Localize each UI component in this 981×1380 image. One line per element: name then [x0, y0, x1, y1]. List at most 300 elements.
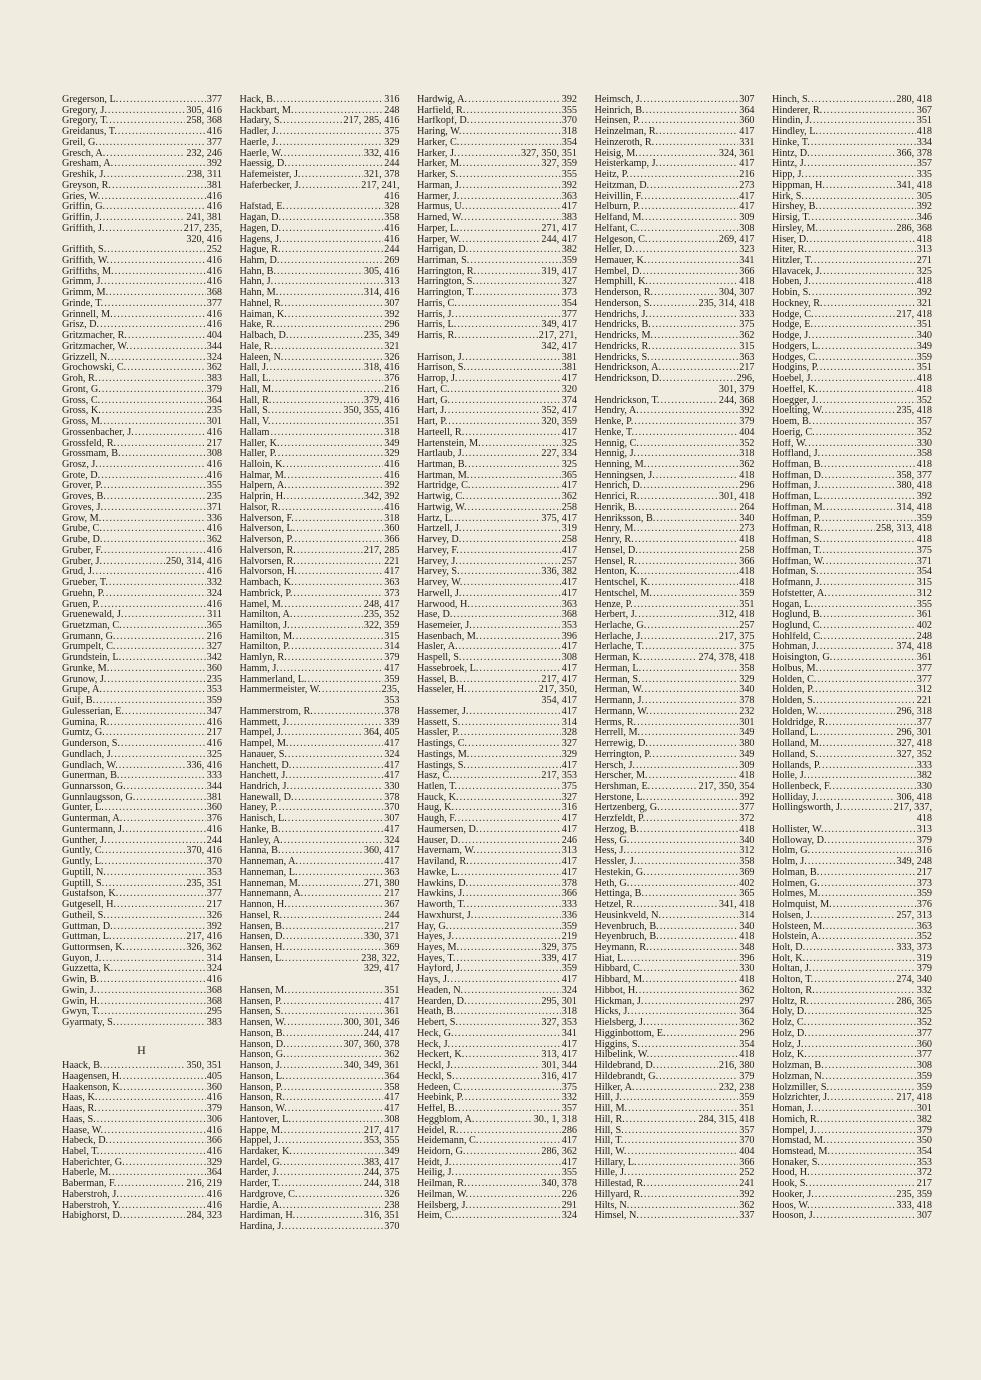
entry-pages: 235 — [206, 492, 222, 503]
entry-pages: 341 — [739, 256, 755, 267]
dot-leader — [654, 288, 718, 299]
dot-leader — [805, 192, 916, 203]
dot-leader — [816, 986, 916, 997]
index-entry — [62, 535, 222, 546]
entry-name: Hanchett, D. — [239, 760, 292, 771]
index-entry — [772, 621, 932, 632]
index-entry — [62, 557, 222, 568]
dot-leader — [295, 535, 384, 546]
entry-pages: 306 — [206, 1114, 222, 1125]
entry-pages: 316, 351 — [363, 1211, 400, 1222]
entry-name: Herlache, T. — [594, 642, 645, 653]
index-entry — [240, 922, 400, 933]
index-entry — [772, 846, 932, 857]
entry-name: Hambrick, P. — [239, 588, 293, 599]
dot-leader — [270, 363, 363, 374]
entry-name: Holy, D. — [772, 1007, 807, 1018]
dot-leader — [458, 1104, 560, 1115]
dot-leader — [107, 868, 206, 879]
index-entry-continuation: 353 — [384, 696, 400, 707]
index-entry — [595, 267, 755, 278]
entry-name: Hasseler, H. — [417, 685, 467, 696]
entry-name: Helburn, P. — [594, 202, 641, 213]
dot-leader — [286, 1072, 384, 1083]
entry-name: Herms, R. — [594, 717, 637, 728]
entry-pages: 324 — [384, 749, 400, 760]
dot-leader — [271, 428, 384, 439]
entry-pages: 307 — [384, 298, 400, 309]
dot-leader — [811, 1201, 896, 1212]
dot-leader — [639, 546, 738, 557]
entry-pages: 352 — [916, 395, 932, 406]
entry-pages: 417 — [384, 824, 400, 835]
entry-name: Holland, M. — [772, 739, 822, 750]
entry-pages: 320, 359 — [541, 417, 577, 428]
dot-leader — [299, 868, 384, 879]
index-entry-continuation: 301, 379 — [718, 384, 755, 395]
entry-name: Holden, W. — [772, 706, 819, 717]
entry-name: Groves, J. — [62, 502, 104, 513]
index-entry — [417, 449, 577, 460]
entry-pages: 349 — [384, 1146, 400, 1157]
index-entry — [62, 857, 222, 868]
index-entry — [772, 1136, 932, 1147]
dot-leader — [464, 213, 561, 224]
dot-leader — [101, 471, 206, 482]
entry-name: Griffin, J. — [62, 213, 102, 224]
dot-leader — [662, 363, 738, 374]
entry-pages: 316 — [384, 95, 400, 105]
entry-pages: 418 — [916, 384, 932, 395]
entry-pages: 392 — [916, 288, 932, 299]
dot-leader — [807, 771, 915, 782]
dot-leader — [302, 181, 360, 192]
index-entry — [417, 954, 577, 965]
entry-pages: 416 — [206, 277, 222, 288]
entry-pages: 238, 322, — [361, 953, 400, 964]
entry-name: Hahn, M. — [239, 288, 279, 299]
entry-name: Herman, W. — [594, 685, 644, 696]
dot-leader — [460, 793, 561, 804]
dot-leader — [656, 1061, 718, 1072]
entry-pages: 250, 314, 416 — [165, 556, 222, 567]
index-entry — [772, 911, 932, 922]
entry-name: Gundlach, W. — [62, 760, 118, 771]
dot-leader — [469, 1190, 561, 1201]
index-entry — [240, 213, 400, 224]
dot-leader — [470, 471, 560, 482]
dot-leader — [122, 653, 206, 664]
entry-pages: 258 — [561, 535, 577, 546]
dot-leader — [479, 825, 560, 836]
index-entry — [772, 986, 932, 997]
index-entry — [62, 1072, 222, 1083]
index-entry — [240, 803, 400, 814]
entry-name: Harker, C. — [417, 137, 460, 148]
index-entry — [772, 632, 932, 643]
dot-leader — [126, 943, 185, 954]
dot-leader — [647, 868, 739, 879]
index-entry — [240, 288, 400, 299]
entry-pages: 217 — [206, 728, 222, 739]
entry-name: Haiman, K. — [239, 309, 287, 320]
entry-name: Herzog, B. — [594, 824, 639, 835]
entry-name: Hodge, E. — [772, 320, 814, 331]
entry-name: Hanson, J. — [239, 1061, 283, 1072]
entry-name: Hooson, J. — [772, 1211, 816, 1222]
entry-pages: 314 — [561, 717, 577, 728]
index-entry — [417, 439, 577, 450]
entry-name: Headen, N. — [417, 985, 464, 996]
index-entry — [417, 116, 577, 127]
index-entry — [240, 943, 400, 954]
entry-pages: 417 — [561, 427, 577, 438]
index-entry — [62, 911, 222, 922]
dot-leader — [652, 320, 738, 331]
entry-pages: 378 — [384, 792, 400, 803]
index-entry — [772, 428, 932, 439]
index-entry — [62, 288, 222, 299]
entry-pages: 362 — [739, 1200, 755, 1211]
dot-leader — [814, 600, 916, 611]
dot-leader — [285, 1222, 383, 1233]
entry-name: Hardgrove, C. — [239, 1189, 298, 1200]
dot-leader — [112, 1168, 206, 1179]
entry-pages: 418 — [916, 234, 932, 245]
entry-pages: 383 — [206, 1018, 222, 1029]
entry-name: Herstone, L. — [594, 792, 646, 803]
entry-name: Henke, P. — [594, 417, 634, 428]
entry-name: Hart, C. — [417, 384, 450, 395]
index-entry — [417, 170, 577, 181]
entry-pages: 333 — [561, 900, 577, 911]
entry-pages: 319 — [916, 953, 932, 964]
dot-leader — [292, 761, 383, 772]
index-entry — [240, 385, 400, 396]
index-entry — [240, 1190, 400, 1201]
entry-name: Harrington, S. — [417, 277, 476, 288]
dot-leader — [109, 288, 206, 299]
entry-name: Hanson, G. — [239, 1050, 286, 1061]
dot-leader — [280, 256, 383, 267]
index-entry — [772, 728, 932, 739]
entry-pages: 392 — [739, 1189, 755, 1200]
dot-leader — [281, 439, 384, 450]
entry-name: Haberle, M. — [62, 1168, 111, 1179]
entry-name: Harfield, R. — [417, 105, 466, 116]
index-entry — [595, 889, 755, 900]
entry-pages: 416 — [384, 470, 400, 481]
entry-name: Hanna, B. — [239, 846, 281, 857]
entry-name: Hague, R. — [239, 245, 281, 256]
index-entry — [595, 836, 755, 847]
dot-leader — [281, 1179, 363, 1190]
dot-leader — [288, 481, 383, 492]
entry-pages: 360 — [916, 1039, 932, 1050]
entry-name: Holmquist, M. — [772, 900, 832, 911]
entry-name: Hayford, J. — [417, 964, 463, 975]
dot-leader — [821, 342, 915, 353]
dot-leader — [823, 578, 916, 589]
dot-leader — [277, 267, 363, 278]
entry-name: Holden, S. — [772, 696, 816, 707]
dot-leader — [453, 610, 560, 621]
entry-name: Herrewig, D. — [594, 739, 648, 750]
dot-leader — [117, 439, 206, 450]
entry-pages: 238, 311 — [186, 170, 222, 181]
index-entry — [62, 181, 222, 192]
entry-name: Hillyard, R. — [594, 1189, 643, 1200]
entry-name: Hilker, A. — [594, 1082, 635, 1093]
entry-name: Hart, G. — [417, 395, 451, 406]
dot-leader — [815, 685, 916, 696]
dot-leader — [479, 632, 560, 643]
dot-leader — [459, 1018, 540, 1029]
entry-pages: 417 — [561, 975, 577, 986]
entry-pages: 358, 377 — [896, 470, 932, 481]
entry-name: Heinsen, P. — [594, 116, 641, 127]
index-entry — [240, 417, 400, 428]
entry-name: Gumina, R. — [62, 717, 110, 728]
entry-pages: 357 — [916, 159, 932, 170]
entry-pages: 392 — [384, 481, 400, 492]
dot-leader — [807, 159, 915, 170]
entry-name: Hartman, B. — [417, 459, 468, 470]
entry-pages: 327, 353 — [541, 1018, 577, 1029]
index-entry — [772, 782, 932, 793]
dot-leader — [810, 235, 916, 246]
index-entry — [772, 492, 932, 503]
index-entry — [595, 739, 755, 750]
entry-pages: 301 — [206, 417, 222, 428]
entry-name: Holzman, N. — [772, 1071, 825, 1082]
entry-name: Hadary, S. — [239, 116, 283, 127]
index-entry — [417, 868, 577, 879]
index-entry — [772, 750, 932, 761]
index-entry — [417, 1029, 577, 1040]
index-entry — [417, 1147, 577, 1158]
dot-leader — [651, 578, 738, 589]
dot-leader — [468, 460, 561, 471]
dot-leader — [104, 503, 206, 514]
entry-name: Hadler, J. — [239, 127, 279, 138]
dot-leader — [662, 911, 738, 922]
index-entry — [417, 1168, 577, 1179]
index-entry — [417, 492, 577, 503]
entry-name: Hoglund, C. — [772, 620, 823, 631]
index-entry — [595, 943, 755, 954]
entry-name: Halvorson, H. — [239, 567, 297, 578]
entry-name: Hoem, B. — [772, 417, 812, 428]
entry-name: Holle, J. — [772, 771, 807, 782]
entry-name: Hartz, L. — [417, 513, 454, 524]
entry-pages: 325 — [561, 459, 577, 470]
index-entry — [240, 911, 400, 922]
index-entry — [240, 589, 400, 600]
entry-name: Henrici, R. — [594, 492, 640, 503]
entry-pages: 417 — [384, 739, 400, 750]
index-entry — [595, 1179, 755, 1190]
entry-pages: 321 — [916, 298, 932, 309]
entry-pages: 258 — [561, 502, 577, 513]
index-entry — [62, 782, 222, 793]
index-entry — [417, 664, 577, 675]
entry-pages: 320 — [561, 384, 577, 395]
entry-name: Hoffland, J. — [772, 449, 821, 460]
index-entry — [772, 288, 932, 299]
index-entry — [417, 138, 577, 149]
entry-pages: 217 — [739, 363, 755, 374]
dot-leader — [643, 95, 738, 106]
index-entry — [595, 782, 755, 793]
entry-pages: 416 — [206, 427, 222, 438]
index-entry — [417, 1211, 577, 1222]
entry-name: Haviland, R. — [417, 857, 469, 868]
entry-pages: 316 — [561, 803, 577, 814]
dot-leader — [828, 836, 916, 847]
index-entry — [240, 836, 400, 847]
entry-name: Hindin, J. — [772, 116, 812, 127]
entry-name: Herlache, G. — [594, 620, 647, 631]
entry-name: Hoffman, R. — [772, 524, 824, 535]
dot-leader — [812, 331, 916, 342]
index-entry — [417, 889, 577, 900]
dot-leader — [822, 761, 916, 772]
index-entry — [772, 1168, 932, 1179]
entry-pages: 257 — [561, 556, 577, 567]
entry-name: Harris, R. — [417, 331, 457, 342]
dot-leader — [634, 600, 739, 611]
dot-leader — [659, 159, 738, 170]
entry-pages: 370, 416 — [186, 846, 222, 857]
entry-name: Hamilton, P. — [239, 642, 291, 653]
dot-leader — [127, 363, 205, 374]
index-entry — [595, 793, 755, 804]
entry-name: Hampel, J. — [239, 728, 284, 739]
index-entry — [417, 825, 577, 836]
index-entry — [772, 535, 932, 546]
dot-leader — [297, 546, 363, 557]
entry-pages: 352 — [916, 427, 932, 438]
dot-leader — [469, 1201, 561, 1212]
index-entry — [240, 750, 400, 761]
index-entry — [417, 685, 577, 696]
entry-name: Heebink, P. — [417, 1093, 464, 1104]
dot-leader — [282, 213, 383, 224]
index-entry — [772, 1072, 932, 1083]
entry-pages: 301, 344 — [541, 1061, 577, 1072]
index-entry — [595, 353, 755, 364]
entry-pages: 417 — [384, 567, 400, 578]
entry-name: Hess, J. — [594, 846, 626, 857]
dot-leader — [820, 728, 896, 739]
index-entry — [595, 492, 755, 503]
dot-leader — [463, 159, 541, 170]
dot-leader — [299, 857, 383, 868]
entry-pages: 311 — [207, 610, 222, 621]
entry-name: Hartwig, W. — [417, 502, 467, 513]
dot-leader — [98, 1104, 206, 1115]
index-entry — [772, 256, 932, 267]
dot-leader — [460, 675, 541, 686]
entry-name: Hendrichs, J. — [594, 309, 648, 320]
index-entry — [417, 1126, 577, 1137]
index-entry — [417, 192, 577, 203]
entry-pages: 284, 315, 418 — [698, 1114, 755, 1125]
entry-name: Hanson, L. — [239, 1071, 285, 1082]
index-entry — [595, 642, 755, 653]
dot-leader — [123, 1083, 205, 1094]
entry-pages: 321, 378 — [363, 170, 400, 181]
index-entry — [62, 331, 222, 342]
dot-leader — [641, 728, 738, 739]
entry-name: Hoffman, W. — [772, 556, 825, 567]
dot-leader — [649, 310, 738, 321]
dot-leader — [295, 578, 384, 589]
dot-leader — [649, 277, 738, 288]
entry-name: Hintz, D. — [772, 148, 810, 159]
index-entry — [595, 406, 755, 417]
entry-name: Heimsch, J. — [594, 95, 643, 105]
dot-leader — [107, 170, 186, 181]
entry-pages: 377 — [206, 137, 222, 148]
entry-name: Harker, S. — [417, 170, 459, 181]
entry-name: Hansen, S. — [239, 1007, 284, 1018]
entry-pages: 322, 359 — [363, 620, 400, 631]
entry-pages: 346 — [916, 213, 932, 224]
entry-pages: 244, 375 — [363, 1168, 400, 1179]
index-entry — [417, 621, 577, 632]
index-entry — [595, 138, 755, 149]
entry-name: Haakenson, K. — [62, 1082, 123, 1093]
dot-leader — [114, 964, 206, 975]
entry-pages: 329, 375 — [541, 943, 577, 954]
index-entry — [417, 900, 577, 911]
index-entry — [772, 342, 932, 353]
index-entry — [595, 1072, 755, 1083]
entry-pages: 417 — [561, 642, 577, 653]
entry-name: Hodge, J. — [772, 331, 811, 342]
entry-name: Hoffman, S. — [772, 535, 822, 546]
dot-leader — [652, 750, 738, 761]
entry-name: Heckl, J. — [417, 1061, 453, 1072]
index-entry — [417, 836, 577, 847]
entry-pages: 376 — [384, 374, 400, 385]
entry-name: Griffith, W. — [62, 256, 110, 267]
entry-pages: 376 — [916, 900, 932, 911]
entry-name: Grumpelt, C. — [62, 642, 116, 653]
index-entry — [595, 911, 755, 922]
index-entry — [772, 331, 932, 342]
entry-name: Hansel, R. — [239, 910, 283, 921]
entry-name: Hansen, D. — [239, 932, 286, 943]
entry-pages: 379 — [916, 1125, 932, 1136]
dot-leader — [296, 632, 384, 643]
dot-leader — [291, 642, 383, 653]
entry-pages: 248 — [384, 105, 400, 116]
entry-name: Hlavacek, J. — [772, 266, 823, 277]
dot-leader — [811, 95, 895, 106]
entry-name: Heilman, R. — [417, 1179, 467, 1190]
dot-leader — [106, 202, 206, 213]
dot-leader — [289, 771, 383, 782]
entry-pages: 329 — [384, 449, 400, 460]
dot-leader — [97, 986, 205, 997]
entry-name: Harfkopf, D. — [417, 116, 470, 127]
dot-leader — [660, 396, 717, 407]
dot-leader — [104, 481, 206, 492]
entry-name: Halbach, D. — [239, 331, 289, 342]
